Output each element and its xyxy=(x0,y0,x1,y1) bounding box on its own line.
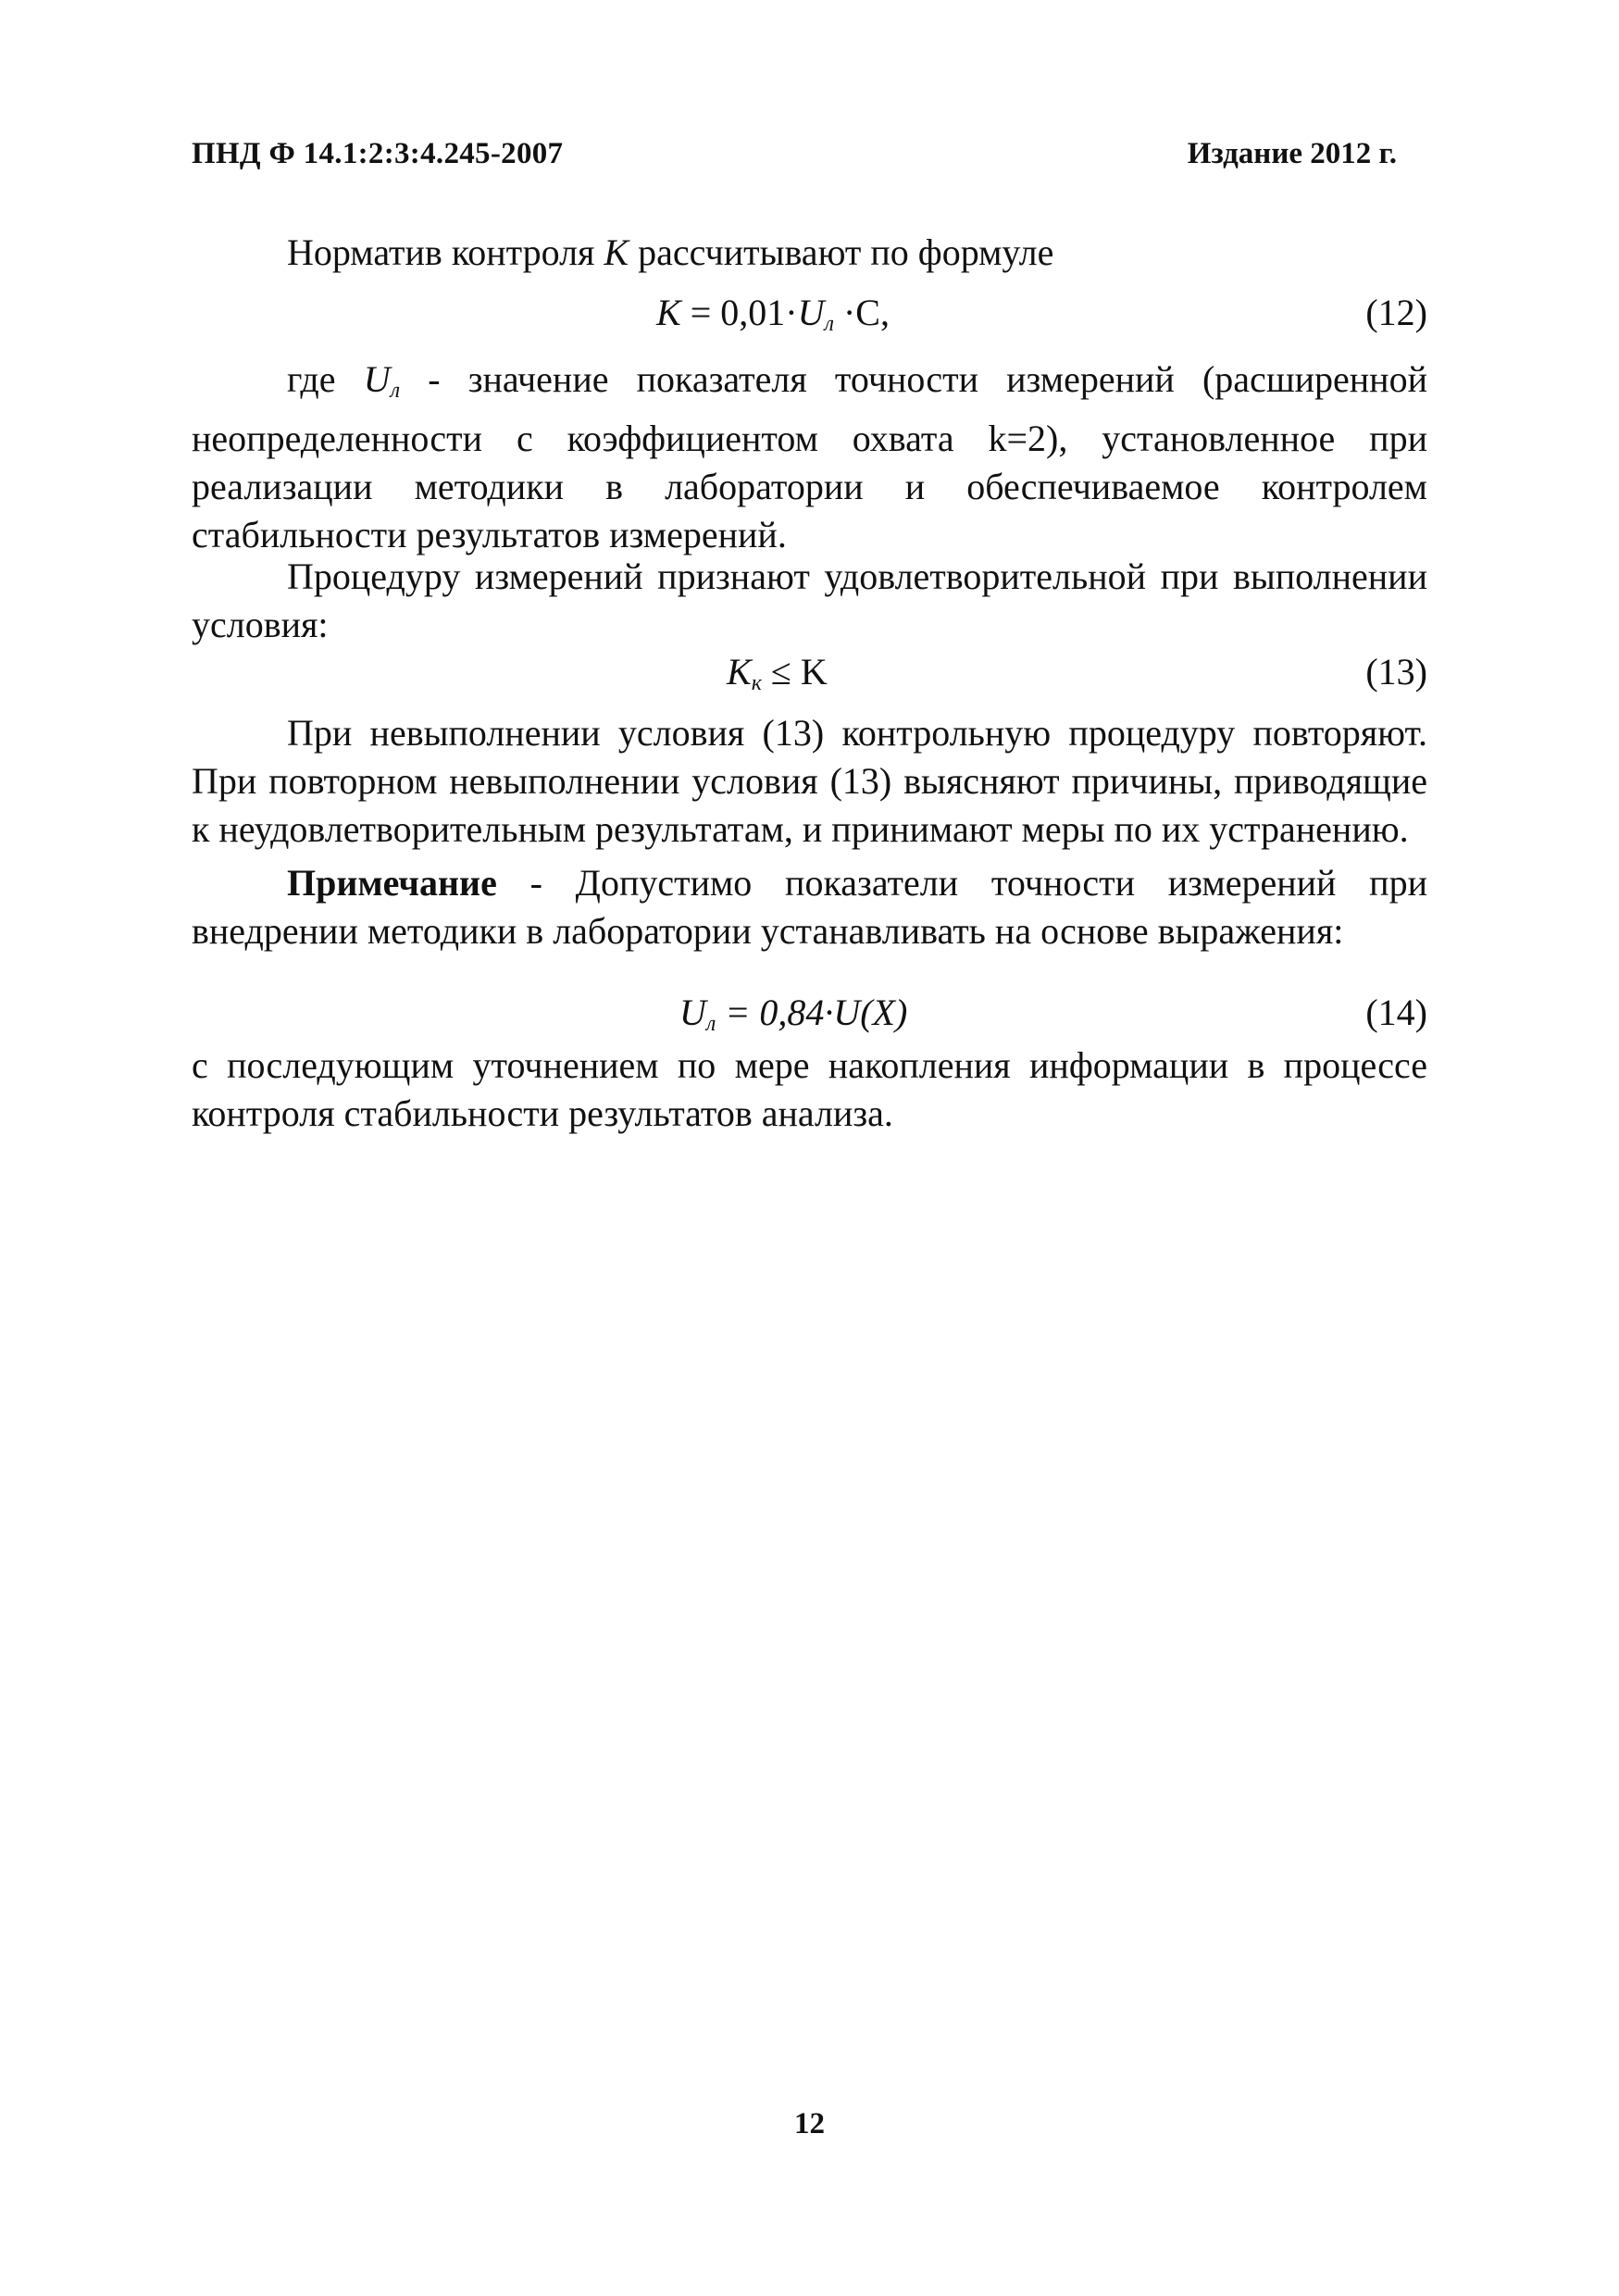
formula-row-14 xyxy=(192,989,1427,1037)
symbol-u-letter: U xyxy=(363,358,391,400)
paragraph-note xyxy=(192,859,1427,955)
symbol-u xyxy=(363,358,401,403)
paragraph-text: - Допустимо показатели точности измерений при внедрении методики в лаборатории устанавливать на основе выражения: xyxy=(192,862,1427,952)
note-label: Примечание xyxy=(287,862,497,904)
paragraph-text: Норматив контроля xyxy=(287,231,604,273)
symbol-k: K xyxy=(604,231,629,273)
page-number: 12 xyxy=(794,2107,825,2140)
formula-row-12 xyxy=(192,289,1427,337)
formula-u: U xyxy=(797,292,825,333)
formula-u-subscript: л xyxy=(824,312,834,336)
formula-k-subscript: к xyxy=(751,671,762,695)
symbol-u-subscript: л xyxy=(390,379,401,403)
paragraph-subsequent-refinement xyxy=(192,1042,1427,1138)
paragraph-text: При невыполнении условия (13) контрольную процедуру повторяют. При повторном невыполнении условия (13) выясняют причины, приводящие к неудовлетворительным результатам, и принимают меры по их устранению. xyxy=(192,712,1427,850)
equation-number-13: (13) xyxy=(1365,651,1427,693)
document-code: ПНД Ф 14.1:2:3:4.245-2007 xyxy=(192,137,564,170)
formula-14 xyxy=(679,989,907,1048)
paragraph-text: - значение показателя точности измерений (расширенной неопределенности с коэффициентом охвата k=2), установленное при реализации методики в лаборатории и обеспечиваемое контролем стабильности результатов измерений. xyxy=(192,358,1427,555)
paragraph-text: с последующим уточнением по мере накопления информации в процессе контроля стабильности результатов анализа. xyxy=(192,1044,1427,1134)
formula-rest: ≤ K xyxy=(761,651,828,693)
formula-u-subscript: л xyxy=(705,1012,716,1036)
edition-label: Издание 2012 г. xyxy=(1187,137,1397,170)
paragraph-procedure-criterion xyxy=(192,553,1427,649)
paragraph-repeat-procedure xyxy=(192,709,1427,854)
equation-number-12: (12) xyxy=(1365,292,1427,333)
formula-lhs: K xyxy=(656,292,681,333)
paragraph-where-definition xyxy=(192,356,1427,559)
formula-k: K xyxy=(727,651,752,693)
equation-number-14: (14) xyxy=(1365,992,1427,1033)
formula-u: U xyxy=(679,992,706,1033)
formula-12 xyxy=(656,289,890,348)
paragraph-control-standard xyxy=(192,229,1427,277)
formula-13 xyxy=(727,648,828,707)
formula-rest: = 0,84·U(X) xyxy=(716,992,908,1033)
paragraph-text: Процедуру измерений признают удовлетворительной при выполнении условия: xyxy=(192,555,1427,645)
paragraph-text: рассчитывают по формуле xyxy=(629,231,1054,273)
formula-operator: = 0,01· xyxy=(680,292,798,333)
paragraph-text: где xyxy=(287,358,364,400)
formula-rest: ·C, xyxy=(833,292,890,333)
formula-row-13 xyxy=(192,648,1427,696)
